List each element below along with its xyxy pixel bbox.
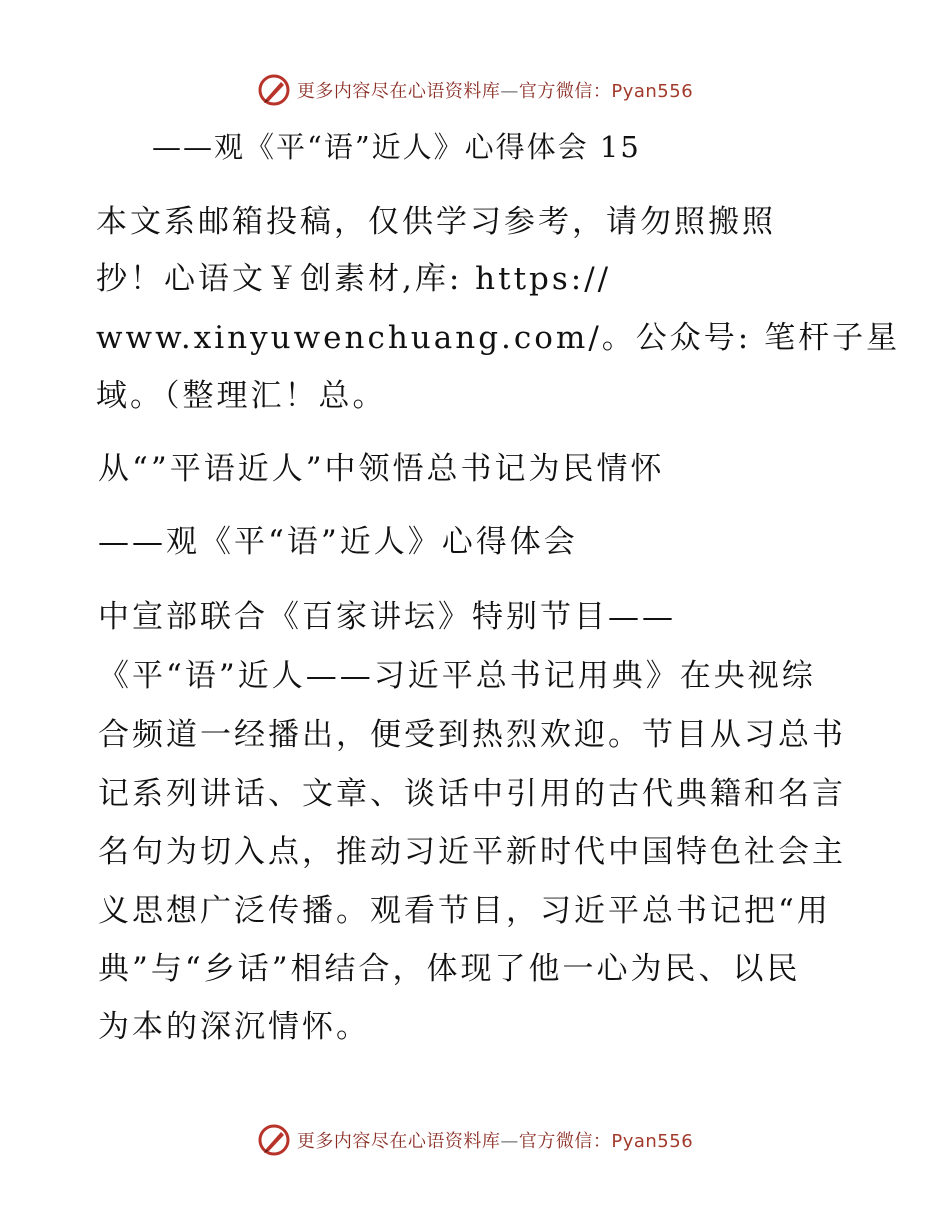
footer-brand: 更多内容尽在心语资料库: [296, 1131, 501, 1152]
paragraph-line-6: 义思想广泛传播。观看节目，习近平总书记把“用: [98, 893, 831, 929]
top-line: ——观《平“语”近人》心得体会 15: [152, 130, 641, 164]
footer-banner-text: [297, 1127, 693, 1153]
notice-line-2: 抄！心语文￥创素材,库: https://: [96, 261, 612, 297]
paragraph-line-5: 名句为切入点，推动习近平新时代中国特色社会主: [98, 834, 846, 870]
paragraph-line-7: 典”与“乡话”相结合，体现了他一心为民、以民: [98, 951, 801, 987]
notice-line-4: 域。（整理汇！总。: [96, 378, 387, 414]
footer-separator: —: [500, 1131, 519, 1152]
notice-line-3: www.xinyuwenchuang.com/。公众号: 笔杆子星: [96, 320, 901, 356]
header-contact-id: Pyan556: [611, 81, 694, 102]
paragraph-line-8: 为本的深沉情怀。: [98, 1009, 370, 1045]
header-separator: —: [500, 81, 519, 102]
pen-logo-icon: [257, 1123, 291, 1157]
paragraph-line-3: 合频道一经播出，便受到热烈欢迎。节目从习总书: [98, 717, 846, 753]
footer-contact-label: 官方微信：: [518, 1131, 612, 1152]
header-banner: [0, 70, 950, 110]
header-banner-text: [297, 77, 693, 103]
article-title: 从“”平语近人”中领悟总书记为民情怀: [98, 451, 665, 487]
paragraph-line-1: 中宣部联合《百家讲坛》特别节目——: [98, 599, 676, 635]
footer-banner: [0, 1120, 950, 1160]
article-subtitle: ——观《平“语”近人》心得体会: [98, 524, 578, 560]
paragraph-line-2: 《平“语”近人——习近平总书记用典》在央视综: [98, 658, 816, 694]
pen-logo-icon: [257, 73, 291, 107]
footer-contact-id: Pyan556: [611, 1131, 694, 1152]
header-contact-label: 官方微信：: [518, 81, 612, 102]
notice-line-1: 本文系邮箱投稿，仅供学习参考，请勿照搬照: [96, 204, 776, 240]
header-brand: 更多内容尽在心语资料库: [296, 81, 501, 102]
paragraph-line-4: 记系列讲话、文章、谈话中引用的古代典籍和名言: [98, 776, 846, 812]
